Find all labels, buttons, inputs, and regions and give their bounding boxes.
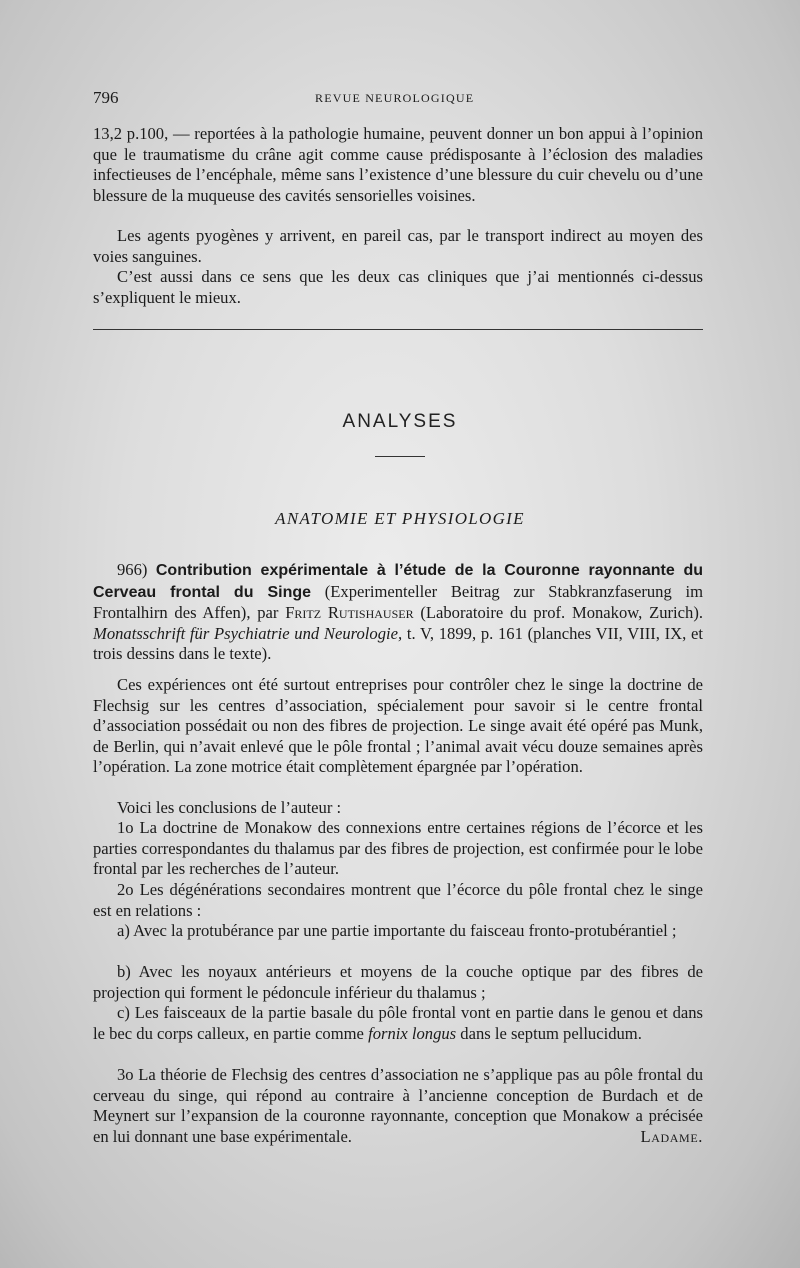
body-paragraph-7-text: c) Les faisceaux de la partie basale du pôle frontal vont en partie dans le genou et dans le bec du corps calleux, en partie comme [93, 1003, 703, 1043]
running-head: REVUE NEUROLOGIQUE [315, 91, 475, 105]
entry-number: 966) [117, 560, 148, 579]
body-paragraph-8 [93, 1065, 703, 1147]
entry-title: Contribution expérimentale à l’étude de la Couronne rayonnante du Cerveau frontal du Singe [93, 562, 704, 601]
intro-paragraph-3: C’est aussi dans ce sens que les deux cas cliniques que j’ai mentionnés ci-dessus s’expliquent le mieux. [93, 267, 703, 307]
body-paragraph-4: 2o Les dégénérations secondaires montrent que l’écorce du pôle frontal chez le singe est en relations : [93, 880, 703, 920]
body-paragraph-2: Voici les conclusions de l’auteur : [117, 798, 342, 817]
entry-author: Fritz Rutishauser [285, 603, 414, 622]
entry-ref-original-title: (Experimenteller Beitrag zur Stabkranzfaserung im Frontalhirn des Affen), par [93, 581, 703, 622]
section-title: ANALYSES [342, 411, 458, 432]
entry-journal: Monatsschrift für Psychiatrie und Neurologie, [93, 623, 403, 643]
body-paragraph-1: Ces expériences ont été surtout entreprises pour contrôler chez le singe la doctrine de Flechsig sur les centres d’association, spécialement pour savoir si le centre frontal d’association possédait ou non des fibres de projection. Le singe avait été opéré pas Munk, de Berlin, qui n’avait enlevé que le pôle frontal ; l’animal avait vécu douze semaines après l’opération. La zone motrice était complètement épargnée par l’opération. [93, 675, 703, 776]
intro-paragraph-1: 13,2 p.100, — reportées à la pathologie humaine, peuvent donner un bon appui à l’opinion que le traumatisme du crâne agit comme cause prédisposante à l’éclosion des maladies infectieuses de l’encéphale, même sans l’existence d’une blessure du cuir chevelu ou d’une blessure de la muqueuse des cavités sensorielles voisines. [93, 124, 703, 205]
title-underline [375, 456, 425, 457]
subsection-title: ANATOMIE ET PHYSIOLOGIE [275, 509, 525, 528]
body-paragraph-3: 1o La doctrine de Monakow des connexions entre certaines régions de l’écorce et les parties correspondantes du thalamus par des fibres de projection, est confirmée pour le lobe frontal par les recherches de l’auteur. [93, 818, 703, 878]
body-paragraph-7-end: dans le septum pellucidum. [460, 1023, 642, 1043]
body-paragraph-8-text: 3o La théorie de Flechsig des centres d’association ne s’applique pas au pôle frontal du cerveau du singe, qui répond au contraire à l’ancienne conception de Burdach et de Meynert sur l’expansion de la couronne rayonnante, conception que Monakow a précisée en lui donnant une base expérimentale. [93, 1065, 703, 1146]
body-paragraph-6: b) Avec les noyaux antérieurs et moyens de la couche optique par des fibres de projection qui forment le pédoncule inférieur du thalamus ; [93, 962, 703, 1002]
entry-ref-lab: (Laboratoire du prof. Monakow, Zurich). [420, 603, 703, 622]
entry-heading [93, 560, 703, 665]
entry-ref-volume: t. V, 1899, p. 161 (planches VII, VIII, IX, et trois dessins dans le texte). [93, 623, 704, 663]
page-header [93, 88, 703, 108]
page-number: 796 [93, 88, 119, 107]
intro-paragraph-2: Les agents pyogènes y arrivent, en pareil cas, par le transport indirect au moyen des voies sanguines. [93, 226, 703, 266]
section-divider [93, 329, 703, 330]
body-paragraph-5: a) Avec la protubérance par une partie importante du faisceau fronto-protubérantiel ; [117, 921, 677, 940]
signature: Ladame. [640, 1126, 703, 1146]
body-paragraph-7 [93, 1003, 703, 1044]
body-paragraph-7-emphasis: fornix longus [368, 1023, 457, 1043]
